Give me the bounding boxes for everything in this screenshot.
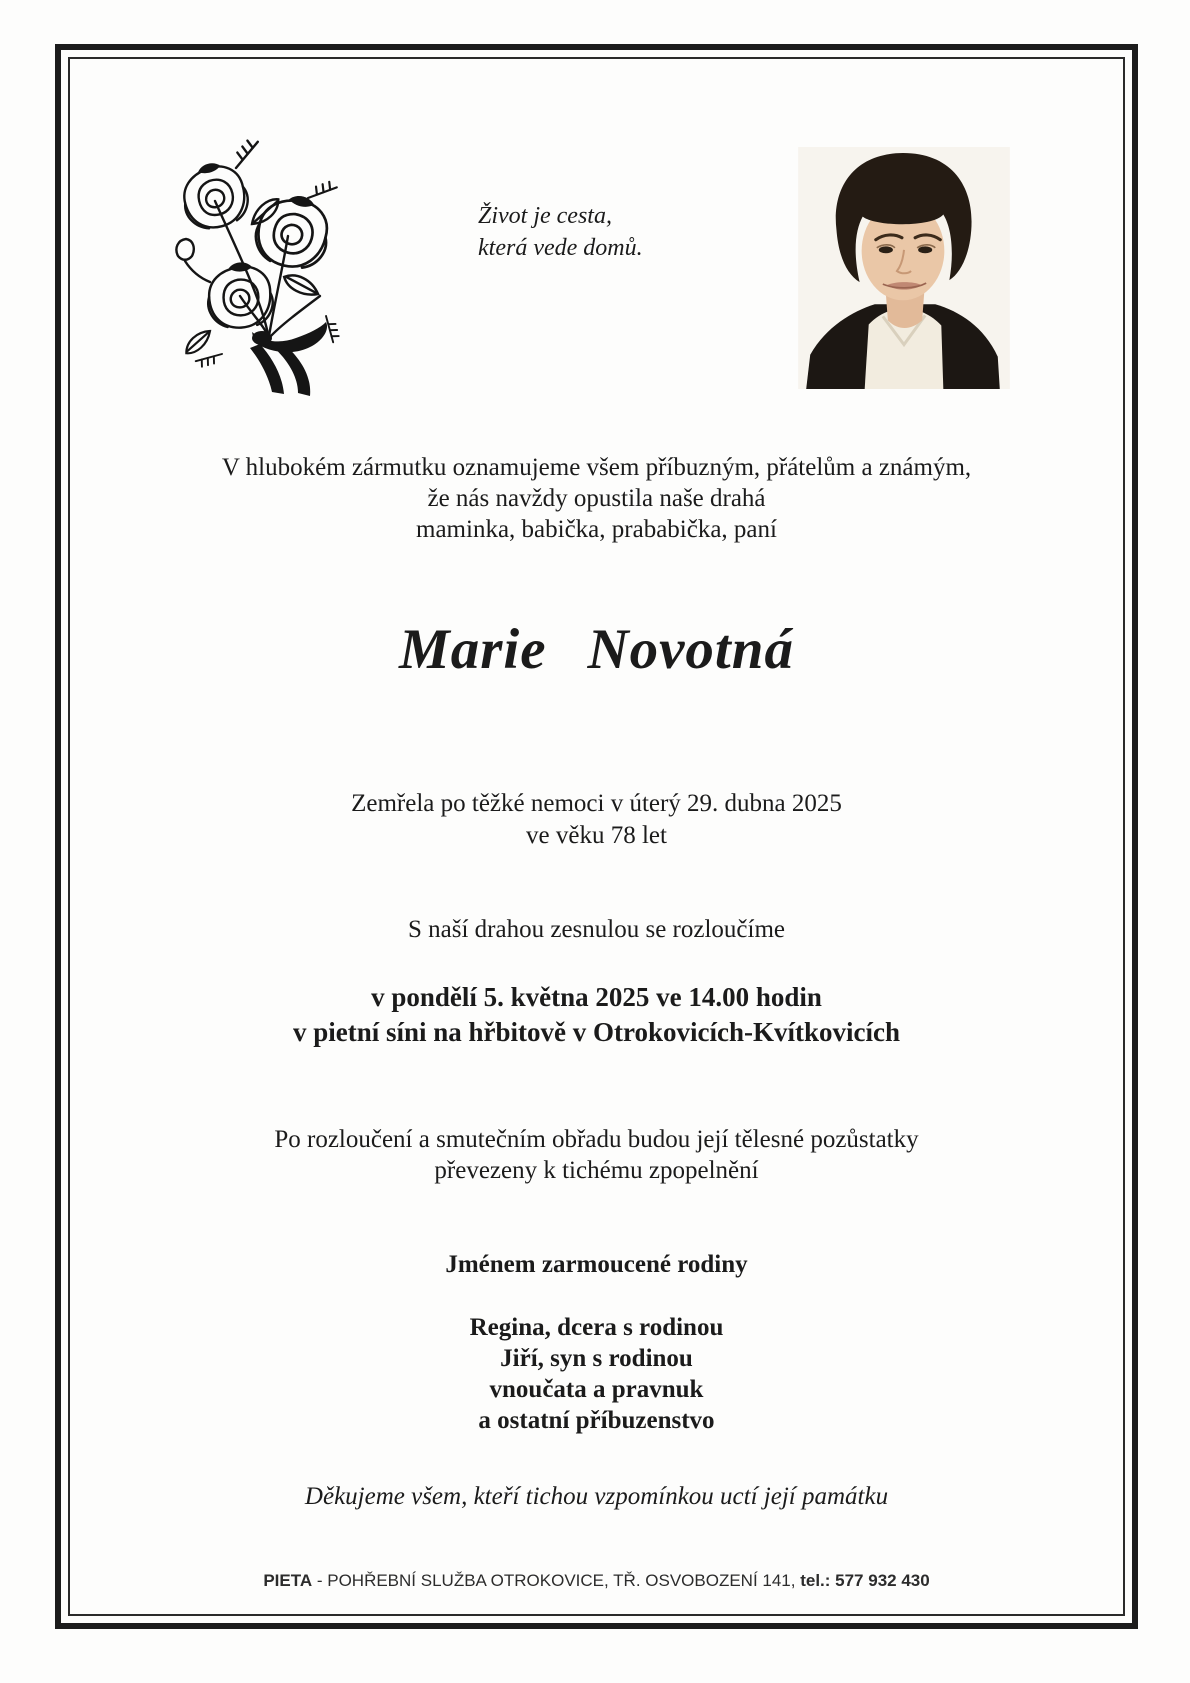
cremation-note [55, 1125, 1138, 1186]
family-member: Regina, dcera s rodinou [469, 1314, 724, 1341]
rose-bouquet-illustration [140, 106, 368, 398]
quote-line-2: která vede domů. [478, 235, 643, 261]
family-heading: Jménem zarmoucené rodiny [445, 1251, 748, 1278]
funeral-service-address: - POHŘEBNÍ SLUŽBA OTROKOVICE, TŘ. OSVOBOZENÍ 141, [312, 1571, 801, 1590]
death-info-line-1: Zemřela po těžké nemoci v úterý 29. dubna 2025 [351, 790, 842, 817]
family-list [55, 1312, 1138, 1436]
quote-line-1: Život je cesta, [478, 203, 612, 229]
farewell-intro: S naší drahou zesnulou se rozloučíme [408, 916, 785, 943]
announcement-line-1: V hlubokém zármutku oznamujeme všem příbuzným, přátelům a známým, [221, 454, 972, 481]
announcement-line-3: maminka, babička, prababička, paní [416, 516, 777, 543]
ceremony-line-2: v pietní síni na hřbitově v Otrokovicích-Kvítkovicích [292, 1017, 901, 1047]
mourning-ribbon [250, 322, 327, 396]
portrait-photo [798, 147, 1010, 389]
funeral-service-brand: PIETA [263, 1571, 313, 1590]
ceremony-details [55, 980, 1138, 1050]
deceased-name: Marie Novotná [399, 618, 794, 681]
cremation-line-2: převezeny k tichému zpopelnění [434, 1156, 759, 1184]
family-member: Jiří, syn s rodinou [500, 1345, 693, 1372]
death-info [55, 788, 1138, 851]
announcement-paragraph [55, 452, 1138, 545]
thanks-line: Děkujeme všem, kteří tichou vzpomínkou uctí její památku [304, 1483, 889, 1510]
epitaph-quote [478, 200, 643, 264]
announcement-line-2: že nás navždy opustila naše drahá [427, 485, 766, 512]
ceremony-line-1: v pondělí 5. května 2025 ve 14.00 hodin [371, 982, 822, 1012]
rose-bouquet-icon [140, 106, 368, 398]
family-member: vnoučata a pravnuk [489, 1376, 704, 1403]
death-info-line-2: ve věku 78 let [526, 821, 667, 849]
family-member: a ostatní příbuzenstvo [478, 1407, 715, 1434]
portrait-photo-illustration [798, 147, 1010, 389]
funeral-service-phone: tel.: 577 932 430 [800, 1571, 930, 1590]
funeral-service-footer [55, 1570, 1138, 1592]
cremation-line-1: Po rozloučení a smutečním obřadu budou její tělesné pozůstatky [274, 1126, 919, 1153]
